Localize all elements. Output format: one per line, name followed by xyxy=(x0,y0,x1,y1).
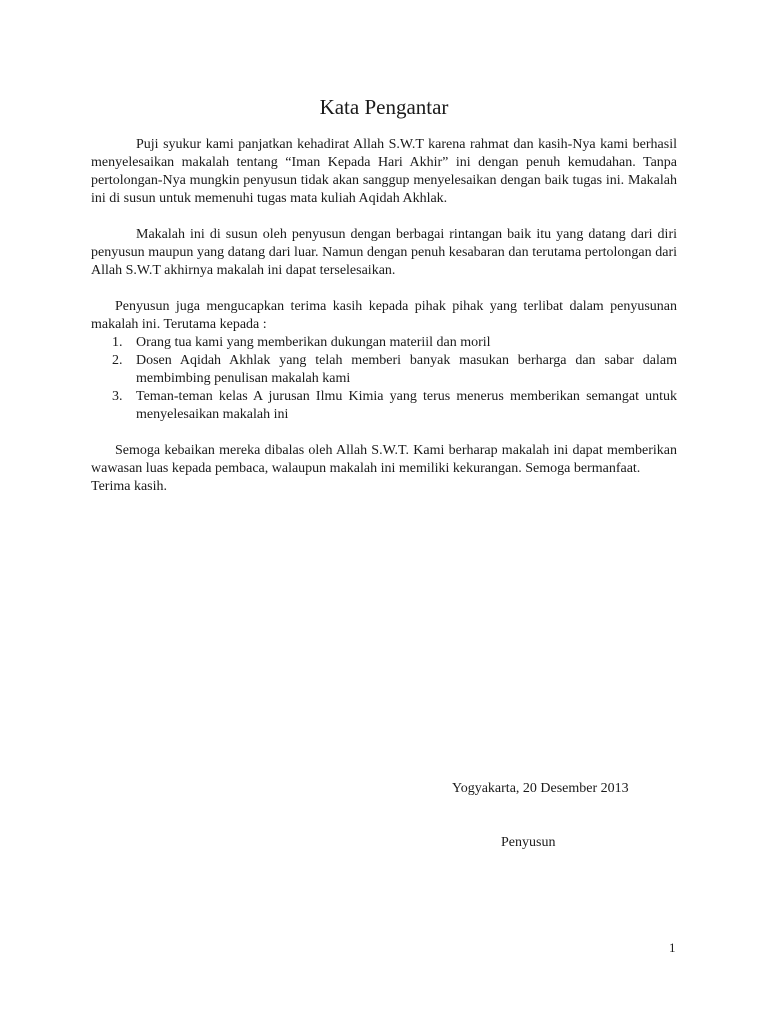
author-signature: Penyusun xyxy=(501,835,556,850)
list-text: Teman-teman kelas A jurusan Ilmu Kimia yang terus menerus memberikan semangat untuk menyelesaikan makalah ini xyxy=(136,389,677,422)
place-date: Yogyakarta, 20 Desember 2013 xyxy=(452,781,629,796)
thanks-line: Terima kasih. xyxy=(91,479,167,494)
paragraph-challenges: Makalah ini di susun oleh penyusun dengan berbagai rintangan baik itu yang datang dari diri penyusun maupun yang datang dari luar. Namun dengan penuh kesabaran dan terutama pertolongan dari Allah S.W.T akhirnya makalah ini dapat terselesaikan. xyxy=(91,227,677,278)
page-title: Kata Pengantar xyxy=(319,95,449,119)
list-number: 2. xyxy=(112,353,123,368)
list-item xyxy=(91,352,677,388)
paragraph-closing: Semoga kebaikan mereka dibalas oleh Allah S.W.T. Kami berharap makalah ini dapat memberikan wawasan luas kepada pembaca, walaupun makalah ini memiliki kekurangan. Semoga bermanfaat. xyxy=(91,443,677,476)
paragraph-thanks: Penyusun juga mengucapkan terima kasih kepada pihak pihak yang terlibat dalam penyusunan makalah ini. Terutama kepada : xyxy=(91,299,677,332)
list-item xyxy=(91,388,677,424)
thanks-list xyxy=(91,334,677,424)
list-item xyxy=(91,334,677,352)
paragraph-gap xyxy=(91,208,677,226)
paragraph-gap xyxy=(91,424,677,442)
document-body xyxy=(91,136,677,496)
list-number: 1. xyxy=(112,335,123,350)
page-number: 1 xyxy=(669,940,676,955)
list-number: 3. xyxy=(112,389,123,404)
list-text: Orang tua kami yang memberikan dukungan materiil dan moril xyxy=(136,335,491,350)
paragraph-intro: Puji syukur kami panjatkan kehadirat Allah S.W.T karena rahmat dan kasih-Nya kami berhasil menyelesaikan makalah tentang “Iman Kepada Hari Akhir” ini dengan penuh kemudahan. Tanpa pertolongan-Nya mungkin penyusun tidak akan sanggup menyelesaikan dengan baik tugas ini. Makalah ini di susun untuk memenuhi tugas mata kuliah Aqidah Akhlak. xyxy=(91,137,677,206)
list-text: Dosen Aqidah Akhlak yang telah memberi banyak masukan berharga dan sabar dalam membimbing penulisan makalah kami xyxy=(136,353,677,386)
paragraph-gap xyxy=(91,280,677,298)
